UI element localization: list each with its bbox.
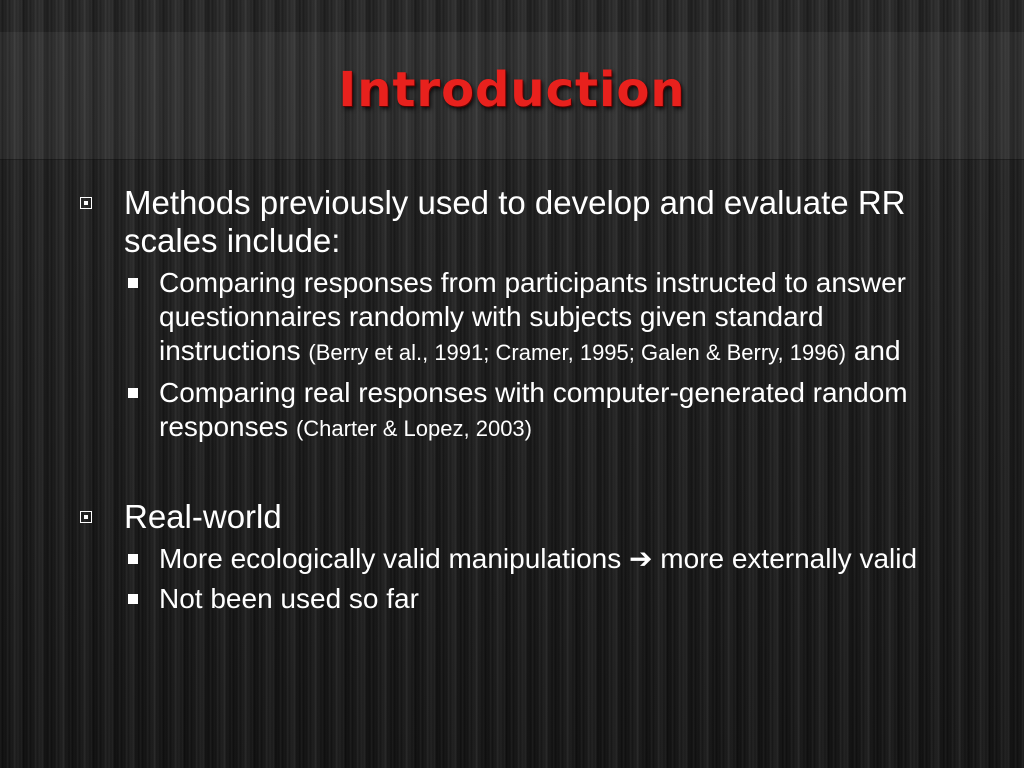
- bullet-real-world: [80, 498, 960, 536]
- slide-title: Introduction: [338, 62, 686, 118]
- sub-bullet-comparing-random: [124, 266, 960, 370]
- sub-bullet-not-used: [124, 582, 960, 616]
- sub-bullet-text: More ecologically valid manipulations: [159, 543, 622, 574]
- bullet-real-world-text: Real-world: [124, 498, 282, 535]
- spacer: [80, 452, 960, 498]
- sub-bullet-tail: and: [853, 335, 901, 366]
- sub-bullet-text: Not been used so far: [159, 583, 419, 614]
- sub-bullet-text: Comparing responses from participants instructed to answer questionnaires randomly with subjects given standard instructions: [159, 267, 907, 366]
- sub-bullet-text: Comparing real responses with computer-generated random responses: [159, 377, 908, 442]
- slide-content: [80, 184, 960, 622]
- real-world-sublist: [80, 542, 960, 616]
- citation: (Berry et al., 1991; Cramer, 1995; Galen & Berry, 1996): [308, 340, 847, 365]
- square-bullet-icon: [128, 278, 138, 288]
- sub-bullet-comparing-computer: [124, 376, 960, 446]
- sub-bullet-after-arrow: more externally valid: [660, 543, 918, 574]
- bullet-methods-text: Methods previously used to develop and evaluate RR scales include:: [124, 184, 906, 259]
- sub-bullet-ecologically-valid: [124, 542, 960, 576]
- boxed-square-bullet-icon: [80, 511, 92, 523]
- square-bullet-icon: [128, 554, 138, 564]
- arrow-right-icon: ➔: [629, 543, 653, 574]
- square-bullet-icon: [128, 388, 138, 398]
- square-bullet-icon: [128, 594, 138, 604]
- citation: (Charter & Lopez, 2003): [295, 416, 532, 441]
- methods-sublist: [80, 266, 960, 446]
- bullet-methods: [80, 184, 960, 260]
- boxed-square-bullet-icon: [80, 197, 92, 209]
